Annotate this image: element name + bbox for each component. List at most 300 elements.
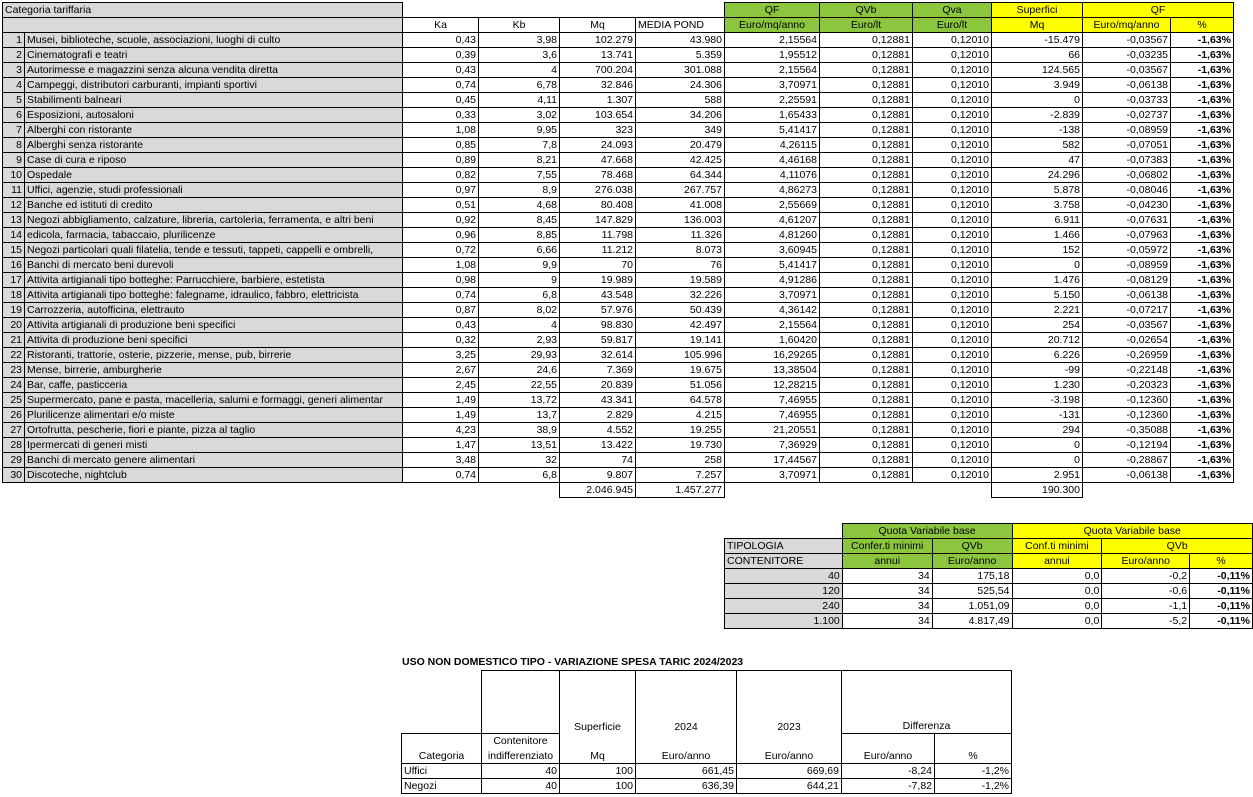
- table-row: [3, 258, 1234, 273]
- table-row: [725, 584, 1253, 599]
- row-qf: 1,65433: [725, 108, 820, 123]
- header-qva: Qva: [913, 3, 992, 18]
- row-qvb: 0,12881: [820, 228, 913, 243]
- row-cat: Negozi: [402, 779, 482, 794]
- row-mq: 4.552: [560, 423, 636, 438]
- total-media-pond: 1.457.277: [636, 483, 725, 498]
- row-qva: 0,12010: [913, 438, 992, 453]
- row-conferimenti: 34: [842, 614, 932, 629]
- row-superfici: 1.466: [992, 228, 1083, 243]
- row-qvb: 0,12881: [820, 243, 913, 258]
- row-category: Banchi di mercato beni durevoli: [25, 258, 403, 273]
- row-ka: 1,08: [403, 123, 479, 138]
- row-number: 10: [3, 168, 25, 183]
- row-qf: 16,29265: [725, 348, 820, 363]
- row-qf-variation: -0,35088: [1083, 423, 1171, 438]
- euro-anno-label: Euro/anno: [1102, 554, 1190, 569]
- row-qvb: 0,12881: [820, 108, 913, 123]
- row-ka: 0,45: [403, 93, 479, 108]
- table-row: [3, 108, 1234, 123]
- row-superfici: 0: [992, 258, 1083, 273]
- row-qvb: 0,12881: [820, 393, 913, 408]
- total-superfici: 190.300: [992, 483, 1083, 498]
- row-category: Banche ed istituti di credito: [25, 198, 403, 213]
- row-qf: 4,46168: [725, 153, 820, 168]
- row-qf-variation: -0,12194: [1083, 438, 1171, 453]
- row-qva: 0,12010: [913, 153, 992, 168]
- row-qva: 0,12010: [913, 348, 992, 363]
- row-media-pond: 64.344: [636, 168, 725, 183]
- row-qvb: 175,18: [932, 569, 1012, 584]
- row-media-pond: 19.589: [636, 273, 725, 288]
- row-qvb: 0,12881: [820, 78, 913, 93]
- row-qvb: 0,12881: [820, 453, 913, 468]
- row-qf-variation: -0,12360: [1083, 393, 1171, 408]
- row-qf: 2,55669: [725, 198, 820, 213]
- row-number: 23: [3, 363, 25, 378]
- row-qva: 0,12010: [913, 408, 992, 423]
- row-mq: 323: [560, 123, 636, 138]
- row-category: Ospedale: [25, 168, 403, 183]
- table-row: [3, 303, 1234, 318]
- table-row: [3, 63, 1234, 78]
- row-superfici: 254: [992, 318, 1083, 333]
- row-mq: 59.817: [560, 333, 636, 348]
- row-media-pond: 32.226: [636, 288, 725, 303]
- row-category: Ristoranti, trattorie, osterie, pizzerie, mense, pub, birrerie: [25, 348, 403, 363]
- row-superfici: -131: [992, 408, 1083, 423]
- row-kb: 9: [479, 273, 560, 288]
- row-qvb: 0,12881: [820, 183, 913, 198]
- row-ka: 3,48: [403, 453, 479, 468]
- row-mq: 43.548: [560, 288, 636, 303]
- row-media-pond: 267.757: [636, 183, 725, 198]
- row-superfici: 0: [992, 453, 1083, 468]
- row-superfici: 3.758: [992, 198, 1083, 213]
- table-row: [3, 228, 1234, 243]
- row-ka: 0,32: [403, 333, 479, 348]
- row-qvb: 0,12881: [820, 348, 913, 363]
- row-kb: 3,98: [479, 33, 560, 48]
- row-qva: 0,12010: [913, 78, 992, 93]
- row-ka: 0,72: [403, 243, 479, 258]
- row-category: Attivita artigianali tipo botteghe: falegname, idraulico, fabbro, elettricista: [25, 288, 403, 303]
- row-pct: -1,63%: [1171, 363, 1234, 378]
- row-media-pond: 19.675: [636, 363, 725, 378]
- table-row: [3, 468, 1234, 483]
- row-mq: 11.212: [560, 243, 636, 258]
- row-number: 24: [3, 378, 25, 393]
- row-number: 11: [3, 183, 25, 198]
- row-qf: 7,46955: [725, 408, 820, 423]
- row-qf-variation: -0,03235: [1083, 48, 1171, 63]
- row-number: 1: [3, 33, 25, 48]
- row-kb: 6,78: [479, 78, 560, 93]
- row-pct: -1,63%: [1171, 138, 1234, 153]
- header-categoria: Categoria tariffaria: [3, 3, 403, 18]
- table-row: [3, 438, 1234, 453]
- row-ka: 0,98: [403, 273, 479, 288]
- header-mq: Mq: [560, 18, 636, 33]
- row-ka: 0,43: [403, 318, 479, 333]
- row-superfici: 6.226: [992, 348, 1083, 363]
- row-pct: -1,63%: [1171, 243, 1234, 258]
- row-qf-variation: -0,02737: [1083, 108, 1171, 123]
- row-mq: 19.989: [560, 273, 636, 288]
- row-category: Campeggi, distributori carburanti, impianti sportivi: [25, 78, 403, 93]
- table-row: [402, 764, 1012, 779]
- row-category: Attivita artigianali di produzione beni specifici: [25, 318, 403, 333]
- row-superfici: -2.839: [992, 108, 1083, 123]
- table-row: [3, 348, 1234, 363]
- table-row: [3, 363, 1234, 378]
- row-kb: 8,02: [479, 303, 560, 318]
- table-row: [3, 393, 1234, 408]
- header-qf: QF: [725, 3, 820, 18]
- row-pct: -1,63%: [1171, 438, 1234, 453]
- row-mq: 13.422: [560, 438, 636, 453]
- row-ka: 0,82: [403, 168, 479, 183]
- uso-table: [401, 670, 1012, 794]
- row-pct: -1,63%: [1171, 258, 1234, 273]
- row-media-pond: 11.326: [636, 228, 725, 243]
- row-qva: 0,12010: [913, 183, 992, 198]
- row-qf-variation: -0,06138: [1083, 468, 1171, 483]
- row-qvb: 0,12881: [820, 198, 913, 213]
- tariff-table: [2, 2, 1234, 498]
- row-qf-variation: -0,08959: [1083, 123, 1171, 138]
- row-qf-variation: -0,03567: [1083, 63, 1171, 78]
- table-row: [3, 243, 1234, 258]
- row-qf: 17,44567: [725, 453, 820, 468]
- row-superfici: 1.230: [992, 378, 1083, 393]
- row-superfici: -3.198: [992, 393, 1083, 408]
- row-media-pond: 19.255: [636, 423, 725, 438]
- row-pct: -0,11%: [1190, 569, 1253, 584]
- qvbase-yellow: Quota Variabile base: [1012, 524, 1253, 539]
- row-kb: 8,85: [479, 228, 560, 243]
- header-pct: %: [1171, 18, 1234, 33]
- table-row: [3, 423, 1234, 438]
- row-media-pond: 20.479: [636, 138, 725, 153]
- row-pct: -1,63%: [1171, 78, 1234, 93]
- row-kb: 4: [479, 63, 560, 78]
- header-kb: Kb: [479, 18, 560, 33]
- row-mq: 43.341: [560, 393, 636, 408]
- row-qf: 4,36142: [725, 303, 820, 318]
- row-mq: 700.204: [560, 63, 636, 78]
- row-media-pond: 76: [636, 258, 725, 273]
- row-qva: 0,12010: [913, 33, 992, 48]
- row-ka: 0,97: [403, 183, 479, 198]
- total-mq: 2.046.945: [560, 483, 636, 498]
- row-number: 20: [3, 318, 25, 333]
- row-kb: 4,11: [479, 93, 560, 108]
- row-qva: 0,12010: [913, 258, 992, 273]
- row-ka: 1,08: [403, 258, 479, 273]
- row-mq: 57.976: [560, 303, 636, 318]
- row-superfici: 152: [992, 243, 1083, 258]
- h-2023: 2023: [737, 713, 842, 734]
- row-number: 8: [3, 138, 25, 153]
- row-qf: 21,20551: [725, 423, 820, 438]
- row-number: 22: [3, 348, 25, 363]
- h-mq: Mq: [560, 749, 636, 764]
- row-media-pond: 42.425: [636, 153, 725, 168]
- row-qva: 0,12010: [913, 243, 992, 258]
- row-ka: 1,47: [403, 438, 479, 453]
- table-row: [3, 138, 1234, 153]
- row-kb: 6,66: [479, 243, 560, 258]
- row-kb: 13,72: [479, 393, 560, 408]
- table-row: [3, 198, 1234, 213]
- row-sup: 100: [560, 779, 636, 794]
- row-cont: 40: [482, 764, 560, 779]
- row-number: 15: [3, 243, 25, 258]
- row-superfici: 5.878: [992, 183, 1083, 198]
- row-mq: 32.614: [560, 348, 636, 363]
- row-pct: -1,63%: [1171, 288, 1234, 303]
- row-pct: -1,63%: [1171, 378, 1234, 393]
- row-2023: 644,21: [737, 779, 842, 794]
- row-pct: -1,63%: [1171, 303, 1234, 318]
- header-qva-unit: Euro/lt: [913, 18, 992, 33]
- row-ka: 0,51: [403, 198, 479, 213]
- row-number: 12: [3, 198, 25, 213]
- row-ka: 2,67: [403, 363, 479, 378]
- row-qf-variation: -0,07383: [1083, 153, 1171, 168]
- row-qf-variation: -0,22148: [1083, 363, 1171, 378]
- row-superfici: 66: [992, 48, 1083, 63]
- row-qvb: 0,12881: [820, 288, 913, 303]
- row-media-pond: 4.215: [636, 408, 725, 423]
- row-qva: 0,12010: [913, 138, 992, 153]
- row-superfici: 2.951: [992, 468, 1083, 483]
- row-ka: 4,23: [403, 423, 479, 438]
- confer-annui: annui: [842, 554, 932, 569]
- row-category: Banchi di mercato genere alimentari: [25, 453, 403, 468]
- row-number: 2: [3, 48, 25, 63]
- row-superfici: 582: [992, 138, 1083, 153]
- header-qf-unit: Euro/mq/anno: [725, 18, 820, 33]
- row-qvb: 0,12881: [820, 408, 913, 423]
- row-number: 19: [3, 303, 25, 318]
- row-pct: -1,63%: [1171, 468, 1234, 483]
- row-conf-minimi: 0,0: [1012, 569, 1102, 584]
- table-row: [3, 183, 1234, 198]
- row-ka: 0,39: [403, 48, 479, 63]
- row-number: 29: [3, 453, 25, 468]
- row-category: Esposizioni, autosaloni: [25, 108, 403, 123]
- row-qva: 0,12010: [913, 303, 992, 318]
- row-superfici: 3.949: [992, 78, 1083, 93]
- row-media-pond: 34.206: [636, 108, 725, 123]
- row-mq: 147.829: [560, 213, 636, 228]
- row-pct: -1,63%: [1171, 63, 1234, 78]
- row-qf: 3,60945: [725, 243, 820, 258]
- row-pct: -1,63%: [1171, 183, 1234, 198]
- table-row: [3, 318, 1234, 333]
- row-superfici: -138: [992, 123, 1083, 138]
- h-euro-diff: Euro/anno: [842, 749, 935, 764]
- row-media-pond: 301.088: [636, 63, 725, 78]
- row-superfici: 0: [992, 93, 1083, 108]
- row-pct: -1,63%: [1171, 273, 1234, 288]
- row-2024: 636,39: [636, 779, 737, 794]
- row-contenitore: 240: [725, 599, 843, 614]
- h-indifferenziato: indifferenziato: [482, 749, 560, 764]
- uso-title: USO NON DOMESTICO TIPO - VARIAZIONE SPESA TARIC 2024/2023: [402, 656, 744, 668]
- qvb-label: QVb: [932, 539, 1012, 554]
- row-mq: 7.369: [560, 363, 636, 378]
- row-qf: 4,11076: [725, 168, 820, 183]
- row-category: Alberghi senza ristorante: [25, 138, 403, 153]
- row-pct: -1,63%: [1171, 393, 1234, 408]
- row-ka: 0,92: [403, 213, 479, 228]
- row-qf-variation: -0,07217: [1083, 303, 1171, 318]
- row-pct: -1,63%: [1171, 318, 1234, 333]
- row-category: Autorimesse e magazzini senza alcuna vendita diretta: [25, 63, 403, 78]
- row-media-pond: 19.141: [636, 333, 725, 348]
- row-media-pond: 42.497: [636, 318, 725, 333]
- row-qva: 0,12010: [913, 48, 992, 63]
- row-media-pond: 7.257: [636, 468, 725, 483]
- row-pct: -1,2%: [935, 779, 1012, 794]
- row-kb: 24,6: [479, 363, 560, 378]
- row-media-pond: 50.439: [636, 303, 725, 318]
- row-number: 16: [3, 258, 25, 273]
- row-qf-variation: -0,05972: [1083, 243, 1171, 258]
- table-row: [3, 78, 1234, 93]
- row-number: 5: [3, 93, 25, 108]
- row-media-pond: 349: [636, 123, 725, 138]
- table-row: [3, 378, 1234, 393]
- row-media-pond: 5.359: [636, 48, 725, 63]
- row-contenitore: 40: [725, 569, 843, 584]
- h-euro-2023: Euro/anno: [737, 749, 842, 764]
- row-ka: 1,49: [403, 393, 479, 408]
- row-pct: -1,63%: [1171, 93, 1234, 108]
- row-media-pond: 43.980: [636, 33, 725, 48]
- row-qf-variation: -0,08959: [1083, 258, 1171, 273]
- table-row: [3, 48, 1234, 63]
- row-qva: 0,12010: [913, 468, 992, 483]
- row-media-pond: 105.996: [636, 348, 725, 363]
- row-pct: -1,63%: [1171, 453, 1234, 468]
- contenitore-label: CONTENITORE: [725, 554, 843, 569]
- table-row: [3, 408, 1234, 423]
- row-pct: -1,63%: [1171, 348, 1234, 363]
- row-qf: 7,36929: [725, 438, 820, 453]
- row-qf: 3,70971: [725, 288, 820, 303]
- row-qf: 7,46955: [725, 393, 820, 408]
- row-mq: 102.279: [560, 33, 636, 48]
- row-qf-variation: -0,06138: [1083, 288, 1171, 303]
- table-row: [725, 614, 1253, 629]
- table-row: [402, 779, 1012, 794]
- table-row: [3, 213, 1234, 228]
- row-pct: -1,63%: [1171, 198, 1234, 213]
- row-superfici: -99: [992, 363, 1083, 378]
- row-kb: 7,55: [479, 168, 560, 183]
- row-mq: 24.093: [560, 138, 636, 153]
- row-qva: 0,12010: [913, 108, 992, 123]
- row-mq: 1.307: [560, 93, 636, 108]
- row-kb: 38,9: [479, 423, 560, 438]
- row-kb: 6,8: [479, 468, 560, 483]
- row-qvb: 4.817,49: [932, 614, 1012, 629]
- row-pct: -1,63%: [1171, 333, 1234, 348]
- row-pct: -1,63%: [1171, 213, 1234, 228]
- row-qf-variation: -0,07631: [1083, 213, 1171, 228]
- row-number: 13: [3, 213, 25, 228]
- header-qf2-unit: Euro/mq/anno: [1083, 18, 1171, 33]
- header-qvb: QVb: [820, 3, 913, 18]
- conf-label: Conf.ti minimi: [1012, 539, 1102, 554]
- row-kb: 8,45: [479, 213, 560, 228]
- row-qvb: 0,12881: [820, 153, 913, 168]
- header-qvb-unit: Euro/lt: [820, 18, 913, 33]
- row-mq: 103.654: [560, 108, 636, 123]
- row-pct: -1,63%: [1171, 153, 1234, 168]
- header-media: MEDIA POND: [636, 18, 725, 33]
- row-qf: 5,41417: [725, 123, 820, 138]
- row-number: 26: [3, 408, 25, 423]
- h-contenitore: Contenitore: [482, 734, 560, 749]
- row-category: Stabilimenti balneari: [25, 93, 403, 108]
- row-ka: 0,74: [403, 288, 479, 303]
- row-ka: 0,89: [403, 153, 479, 168]
- row-category: Alberghi con ristorante: [25, 123, 403, 138]
- row-category: Mense, birrerie, amburgherie: [25, 363, 403, 378]
- row-superfici: 24.296: [992, 168, 1083, 183]
- row-kb: 8,9: [479, 183, 560, 198]
- row-conferimenti: 34: [842, 584, 932, 599]
- row-media-pond: 588: [636, 93, 725, 108]
- row-qf: 3,70971: [725, 78, 820, 93]
- row-qvb: 0,12881: [820, 378, 913, 393]
- row-kb: 13,7: [479, 408, 560, 423]
- row-media-pond: 8.073: [636, 243, 725, 258]
- row-qva: 0,12010: [913, 288, 992, 303]
- row-sup: 100: [560, 764, 636, 779]
- row-kb: 4: [479, 318, 560, 333]
- row-pct: -1,2%: [935, 764, 1012, 779]
- row-mq: 80.408: [560, 198, 636, 213]
- row-kb: 22,55: [479, 378, 560, 393]
- row-conf-minimi: 0,0: [1012, 599, 1102, 614]
- row-category: Cinematografi e teatri: [25, 48, 403, 63]
- row-qf: 4,91286: [725, 273, 820, 288]
- row-category: Case di cura e riposo: [25, 153, 403, 168]
- row-qf: 5,41417: [725, 258, 820, 273]
- row-ka: 0,33: [403, 108, 479, 123]
- header-superfici: Superfici: [992, 3, 1083, 18]
- row-qvb: 0,12881: [820, 123, 913, 138]
- row-kb: 13,51: [479, 438, 560, 453]
- row-number: 18: [3, 288, 25, 303]
- row-number: 25: [3, 393, 25, 408]
- row-qva: 0,12010: [913, 333, 992, 348]
- table-row: [3, 93, 1234, 108]
- row-category: Ipermercati di generi misti: [25, 438, 403, 453]
- tipologia-table: [724, 523, 1253, 629]
- row-contenitore: 120: [725, 584, 843, 599]
- table-row: [3, 123, 1234, 138]
- row-qva: 0,12010: [913, 393, 992, 408]
- row-qvb: 525,54: [932, 584, 1012, 599]
- row-qf: 3,70971: [725, 468, 820, 483]
